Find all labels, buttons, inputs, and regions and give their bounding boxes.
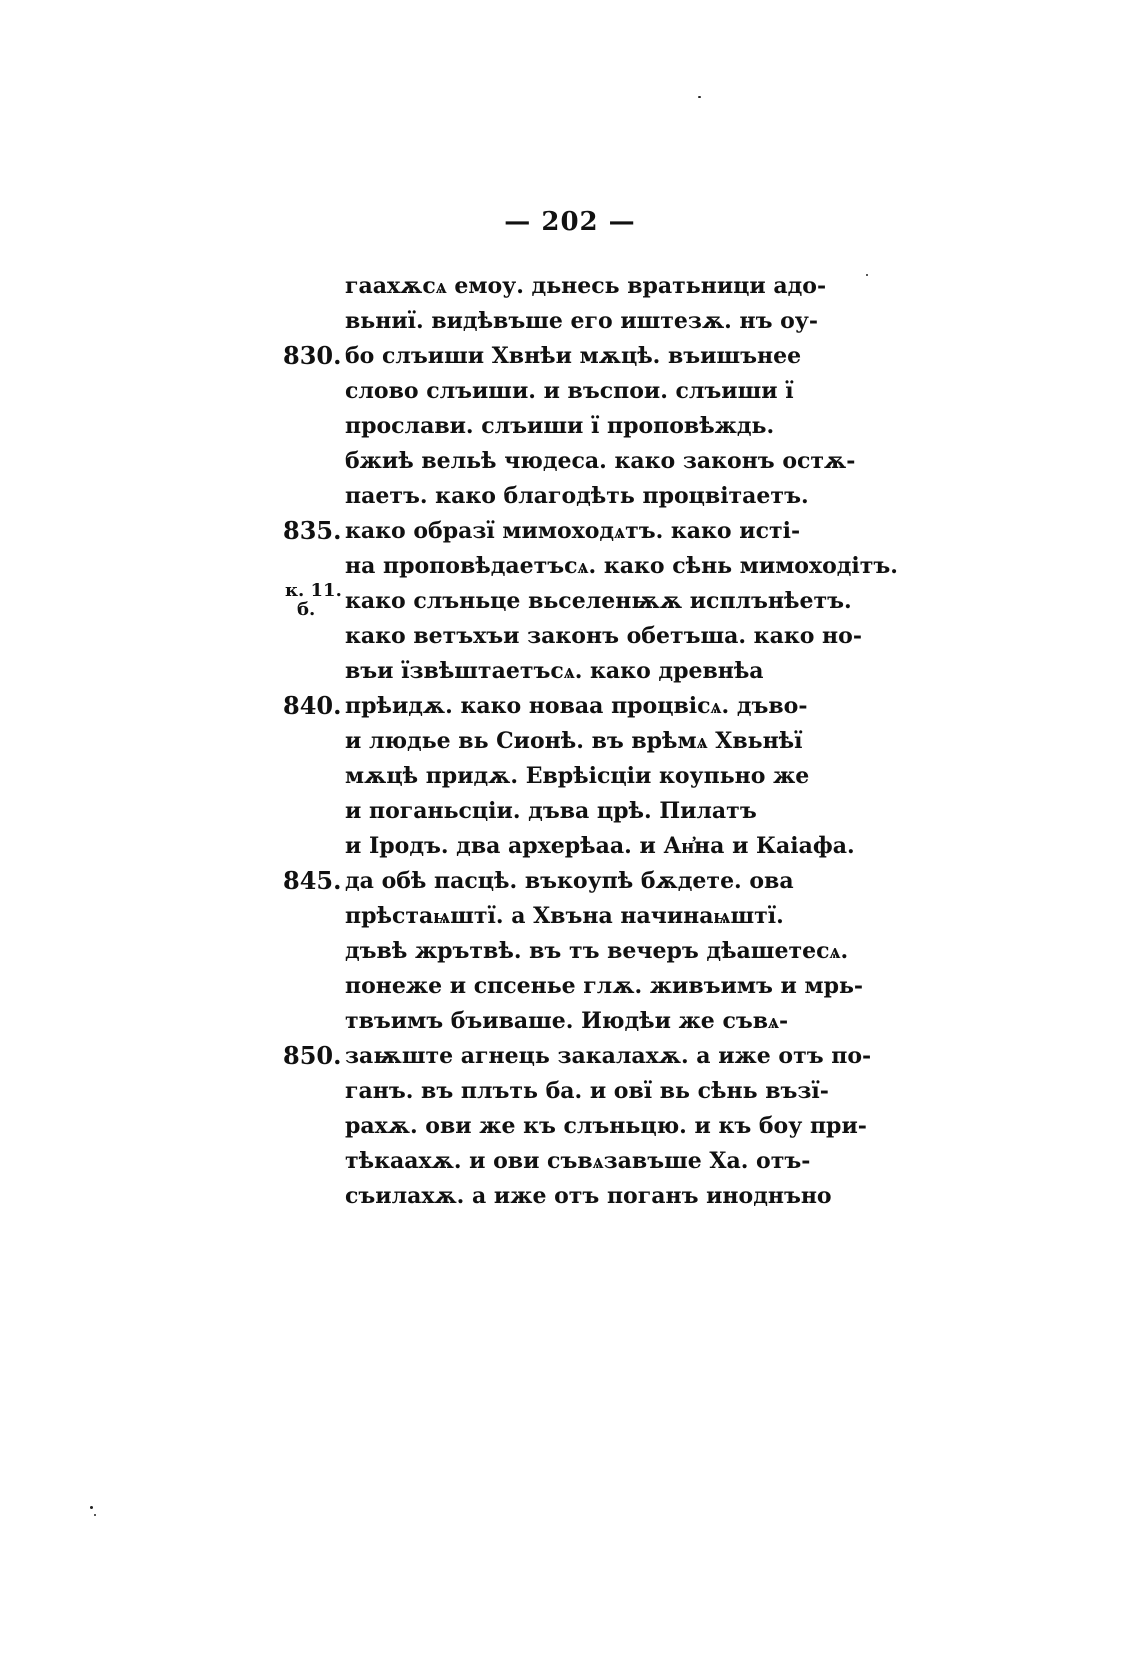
line-number-835: 835. xyxy=(283,516,342,545)
text-line-19: прѣстаѩштї. а Хвъна начинаѩштї. xyxy=(345,903,784,929)
scan-speck xyxy=(866,274,868,276)
text-line-7: паетъ. како благодѣть процвітаетъ. xyxy=(345,483,809,509)
text-line-14: и людье вь Сионѣ. въ врѣмѧ Хвьнѣї xyxy=(345,728,803,754)
scan-speck xyxy=(698,96,701,98)
text-line-25: рахѫ. ови же къ слъньцю. и къ боу при- xyxy=(345,1113,867,1139)
text-line-22: твъимъ бъиваше. Июдѣи же съвѧ- xyxy=(345,1008,789,1034)
text-line-5: прослави. слъиши ї проповѣждь. xyxy=(345,413,775,439)
text-line-21: понеже и спсенье глѫ. живъимъ и мрь- xyxy=(345,973,864,999)
text-line-18: да обѣ пасцѣ. въкоупѣ бѫдете. ова xyxy=(345,868,794,894)
scan-speck xyxy=(94,1514,96,1516)
text-line-4: слово слъиши. и въспои. слъиши ї xyxy=(345,378,794,404)
text-line-27: съилахѫ. а иже отъ поганъ иноднъно xyxy=(345,1183,832,1209)
line-number-850: 850. xyxy=(283,1041,342,1070)
text-line-20: дъвѣ жрътвѣ. въ тъ вечеръ дѣашетесѧ. xyxy=(345,938,849,964)
margin-reference-1: к. 11. xyxy=(285,580,342,601)
text-line-12: въи їзвѣштаетъсѧ. како древнѣа xyxy=(345,658,764,684)
text-line-3: бо слъиши Хвнѣи мѫцѣ. въишънее xyxy=(345,343,802,369)
text-line-24: ганъ. въ плъть ба. и овї вь сѣнь възї- xyxy=(345,1078,829,1104)
line-number-840: 840. xyxy=(283,691,342,720)
text-line-23: заѭште агнець закалахѫ. а иже отъ по- xyxy=(345,1043,872,1069)
text-line-26: тѣкаахѫ. и ови съвѧзавъше Ха. отъ- xyxy=(345,1148,811,1174)
text-line-16: и поганьсціи. дъва црѣ. Пилатъ xyxy=(345,798,757,824)
text-line-17: и Іродъ. два архерѣаа. и Ан҆на и Каіафа. xyxy=(345,833,855,859)
text-line-13: прѣидѫ. како новаа процвісѧ. дъво- xyxy=(345,693,808,719)
text-line-9: на проповѣдаетъсѧ. како сѣнь мимоходітъ. xyxy=(345,553,898,579)
line-number-845: 845. xyxy=(283,866,342,895)
text-line-6: бжиѣ вельѣ чюдеса. како законъ остѫ- xyxy=(345,448,856,474)
text-line-10: како слъньце вьселенѭѫ исплънѣетъ. xyxy=(345,588,852,614)
text-line-2: вьниї. видѣвъше его иштезѫ. нъ оу- xyxy=(345,308,819,334)
text-line-15: мѫцѣ придѫ. Еврѣісціи коупьно же xyxy=(345,763,810,789)
text-line-11: како ветъхъи законъ обетъша. како но- xyxy=(345,623,862,649)
line-number-830: 830. xyxy=(283,341,342,370)
page-number: — 202 — xyxy=(504,207,636,237)
text-line-1: гаахѫсѧ емоу. дьнесь вратьници адо- xyxy=(345,273,827,299)
scan-speck xyxy=(90,1506,93,1509)
margin-reference-2: б. xyxy=(297,599,316,620)
text-line-8: како образї мимоходѧтъ. како исті- xyxy=(345,518,801,544)
